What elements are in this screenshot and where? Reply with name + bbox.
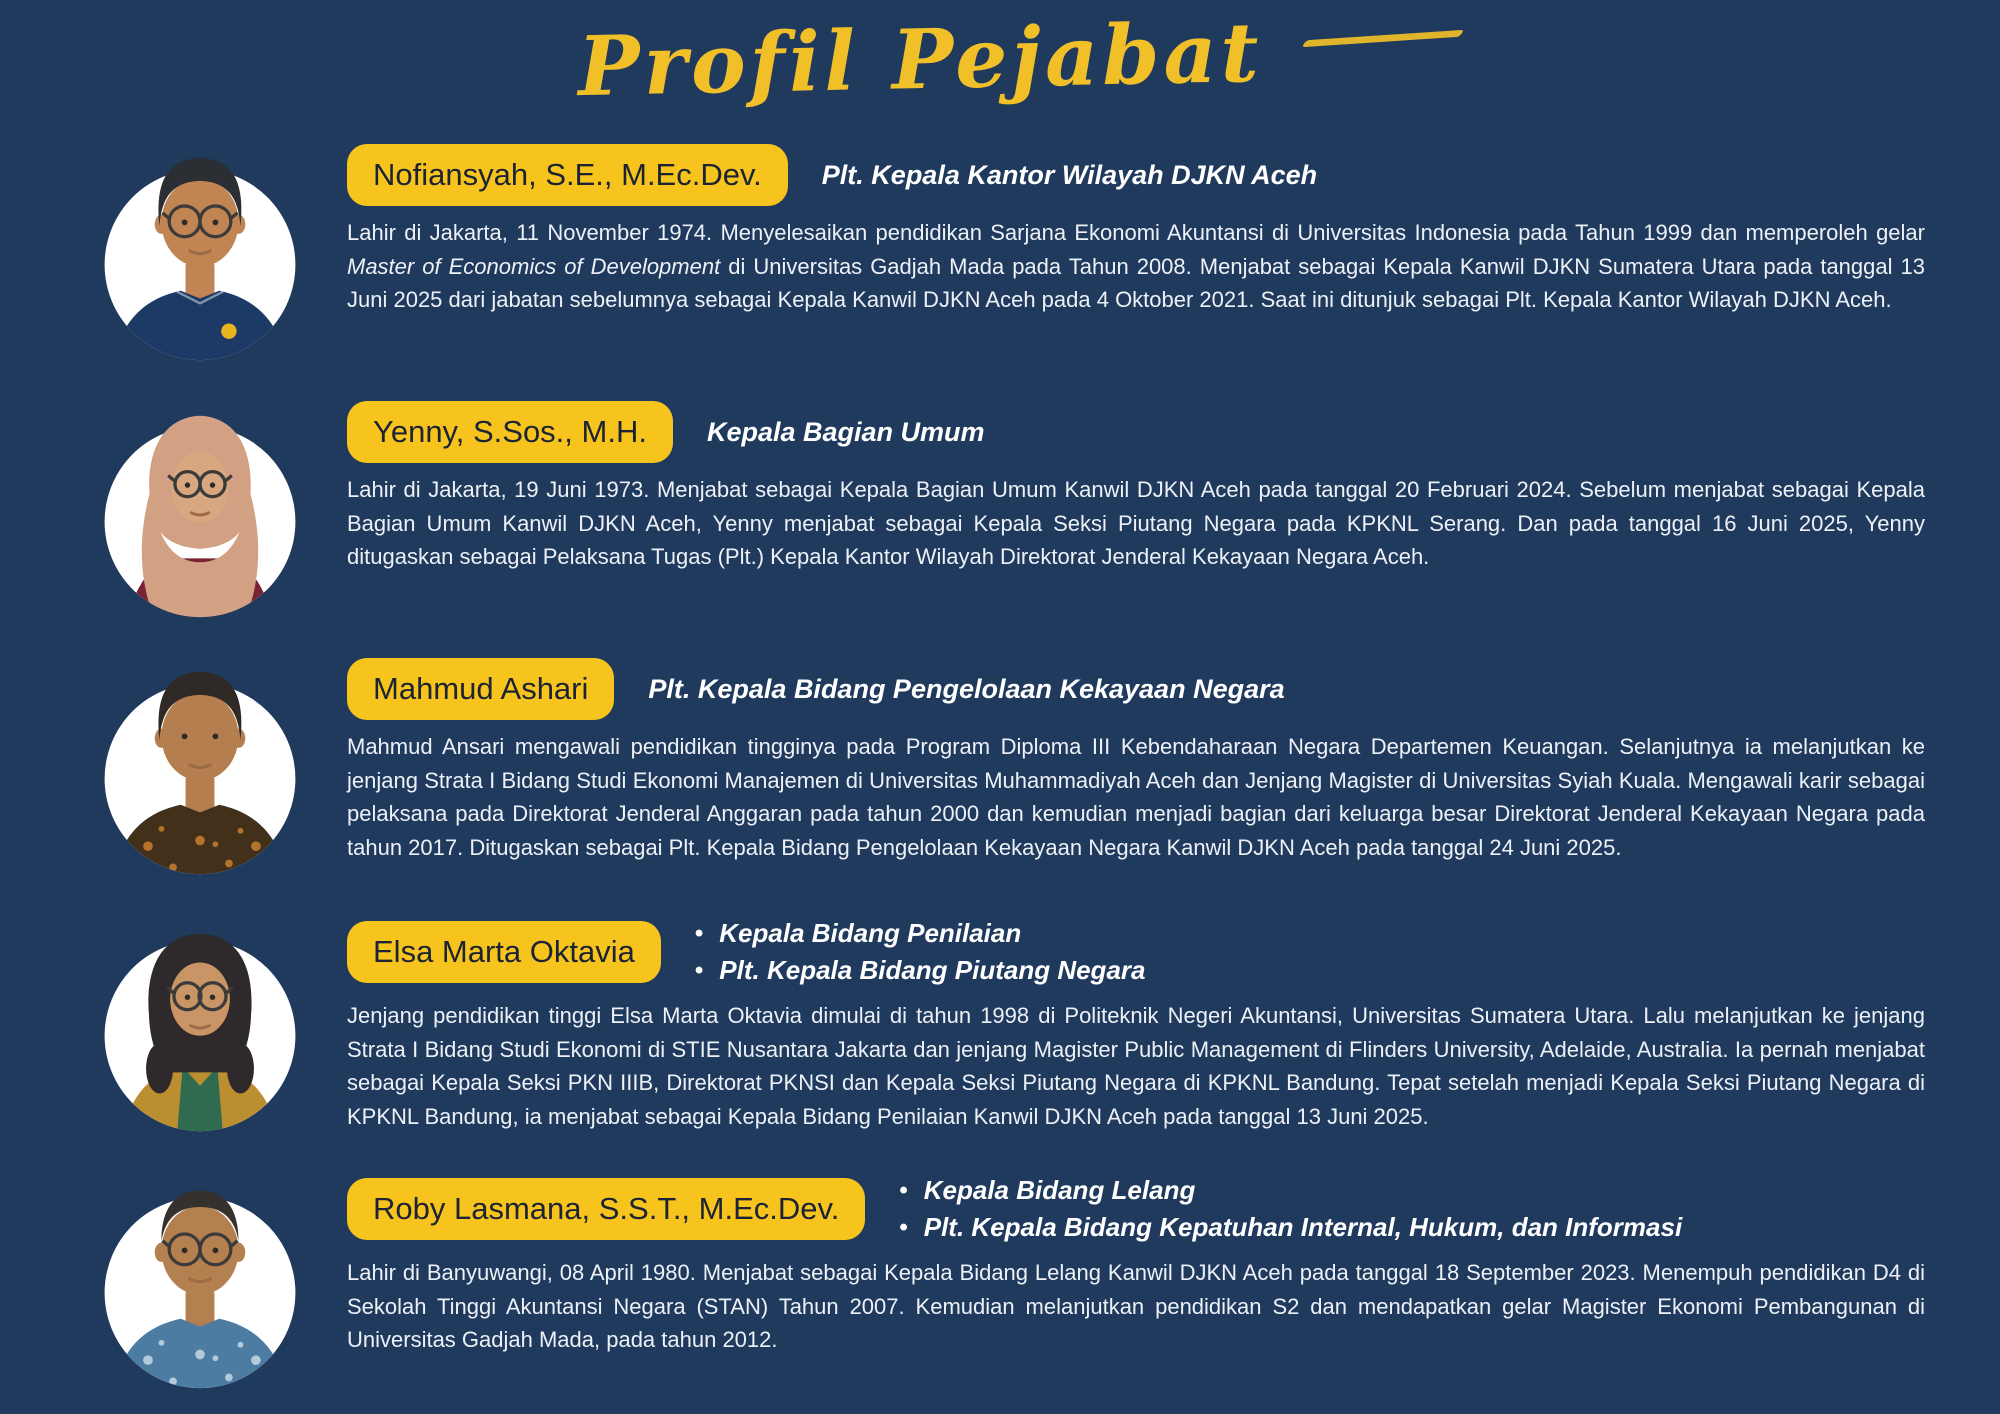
- name-badge: Elsa Marta Oktavia: [347, 921, 661, 983]
- bullet-icon: •: [899, 1177, 908, 1204]
- avatar-illustration: [94, 638, 306, 879]
- name-badge: Mahmud Ashari: [347, 658, 614, 720]
- position-title: Plt. Kepala Bidang Kepatuhan Internal, Hukum, dan Informasi: [923, 1212, 1683, 1242]
- bullet-icon: •: [694, 920, 704, 947]
- page-title: Profil Pejabat: [576, 4, 1264, 116]
- profile-content: [325, 895, 1925, 1133]
- name-badge: Yenny, S.Sos., M.H.: [347, 401, 673, 463]
- bio: Lahir di Jakarta, 19 Juni 1973. Menjabat sebagai Kepala Bagian Umum Kanwil DJKN Aceh pada tanggal 20 Februari 2024. Sebelum menjabat sebagai Kepala Bagian Umum Kanwil DJKN Aceh, Yenny menjabat sebagai Kepala Seksi Piutang Negara pada KPKNL Serang. Dan pada tanggal 16 Juni 2025, Yenny ditugaskan sebagai Pelaksana Tugas (Plt.) Kepala Kantor Wilayah Direktorat Jenderal Kekayaan Negara Aceh.: [347, 477, 1925, 569]
- roles: [695, 915, 1146, 989]
- profile-photo-wrap: [75, 1152, 325, 1393]
- profile-photo-wrap: [75, 895, 325, 1136]
- position-title: Kepala Bagian Umum: [706, 416, 985, 447]
- position-title: Plt. Kepala Kantor Wilayah DJKN Aceh: [821, 159, 1318, 190]
- position-item: [695, 915, 1146, 952]
- name-badge: Nofiansyah, S.E., M.Ec.Dev.: [347, 144, 788, 206]
- bullet-icon: •: [694, 957, 704, 984]
- bio: Lahir di Jakarta, 11 November 1974. Menyelesaikan pendidikan Sarjana Ekonomi Akuntansi di Universitas Indonesia pada Tahun 1999 dan memperoleh gelar Master of Economics of Development di Universitas Gadjah Mada pada Tahun 2008. Menjabat sebagai Kepala Kanwil DJKN Sumatera Utara pada tanggal 13 Juni 2025 dari jabatan sebelumnya sebagai Kepala Kanwil DJKN Aceh pada 4 Oktober 2021. Saat ini ditunjuk sebagai Plt. Kepala Kantor Wilayah DJKN Aceh.: [347, 220, 1925, 312]
- profile-card: [75, 124, 1925, 365]
- profile-header: [347, 401, 1925, 463]
- profile-card: [75, 895, 1925, 1136]
- profile-header: [347, 658, 1925, 720]
- profile-photo: [94, 381, 306, 622]
- page-header: [0, 0, 2000, 118]
- roles: [822, 160, 1317, 191]
- profile-content: [325, 1152, 1925, 1357]
- profile-photo: [94, 638, 306, 879]
- profile-photo: [94, 1152, 306, 1393]
- bio: Jenjang pendidikan tinggi Elsa Marta Oktavia dimulai di tahun 1998 di Politeknik Negeri Akuntansi, Universitas Sumatera Utara. Lalu melanjutkan ke jenjang Strata I Bidang Studi Ekonomi di STIE Nusantara Jakarta dan jenjang Magister Public Management di Flinders University, Adelaide, Australia. Ia pernah menjabat sebagai Kepala Seksi PKN IIIB, Direktorat PKNSI dan Kepala Seksi Piutang Negara di KPKNL Bandung. Tepat setelah menjadi Kepala Seksi Piutang Negara di KPKNL Bandung, ia menjabat sebagai Kepala Bidang Penilaian Kanwil DJKN Aceh pada tanggal 13 Juni 2025.: [347, 1003, 1925, 1129]
- avatar-illustration: [94, 1152, 306, 1393]
- bio: Mahmud Ansari mengawali pendidikan tingginya pada Program Diploma III Kebendaharaan Negara Departemen Keuangan. Selanjutnya ia melanjutkan ke jenjang Strata I Bidang Studi Ekonomi Manajemen di Universitas Muhammadiyah Aceh dan Jenjang Magister di Universitas Syiah Kuala. Mengawali karir sebagai pelaksana pada Direktorat Jenderal Anggaran pada tahun 2000 dan kemudian menjadi bagian dari keluarga besar Direktorat Jenderal Kekayaan Negara pada tahun 2017. Ditugaskan sebagai Plt. Kepala Bidang Pengelolaan Kekayaan Negara Kanwil DJKN Aceh pada tanggal 24 Juni 2025.: [347, 734, 1925, 860]
- roles: [648, 674, 1284, 705]
- profile-header: [347, 144, 1925, 206]
- profile-photo-wrap: [75, 638, 325, 879]
- profile-photo-wrap: [75, 124, 325, 365]
- position-item: [899, 1172, 1682, 1209]
- profile-card: [75, 381, 1925, 622]
- profile-content: [325, 124, 1925, 317]
- profile-header: [347, 915, 1925, 989]
- bullet-icon: •: [899, 1214, 908, 1241]
- avatar-illustration: [94, 895, 306, 1136]
- avatar-illustration: [94, 124, 306, 365]
- profile-photo-wrap: [75, 381, 325, 622]
- bio: Lahir di Banyuwangi, 08 April 1980. Menjabat sebagai Kepala Bidang Lelang Kanwil DJKN Aceh pada tanggal 18 September 2023. Menempuh pendidikan D4 di Sekolah Tinggi Akuntansi Negara (STAN) Tahun 2007. Kemudian melanjutkan pendidikan S2 dan mendapatkan gelar Magister Ekonomi Pembangunan di Universitas Gadjah Mada, pada tahun 2012.: [347, 1260, 1925, 1352]
- roles: [899, 1172, 1682, 1246]
- avatar-illustration: [94, 381, 306, 622]
- profile-content: [325, 638, 1925, 864]
- positions-list: [695, 915, 1146, 989]
- profile-card: [75, 1152, 1925, 1393]
- profile-header: [347, 1172, 1925, 1246]
- profile-photo: [94, 895, 306, 1136]
- profile-card: [75, 638, 1925, 879]
- position-title: Plt. Kepala Bidang Piutang Negara: [719, 955, 1146, 985]
- brush-stroke-icon: [1302, 30, 1465, 47]
- profile-content: [325, 381, 1925, 574]
- profile-photo: [94, 124, 306, 365]
- positions-list: [899, 1172, 1682, 1246]
- position-title: Plt. Kepala Bidang Pengelolaan Kekayaan Negara: [648, 673, 1285, 704]
- profiles-list: [0, 118, 2000, 1409]
- position-title: Kepala Bidang Lelang: [923, 1175, 1196, 1205]
- position-item: [695, 952, 1146, 989]
- roles: [707, 417, 985, 448]
- name-badge: Roby Lasmana, S.S.T., M.Ec.Dev.: [347, 1178, 865, 1240]
- position-title: Kepala Bidang Penilaian: [719, 918, 1022, 948]
- position-item: [899, 1209, 1682, 1246]
